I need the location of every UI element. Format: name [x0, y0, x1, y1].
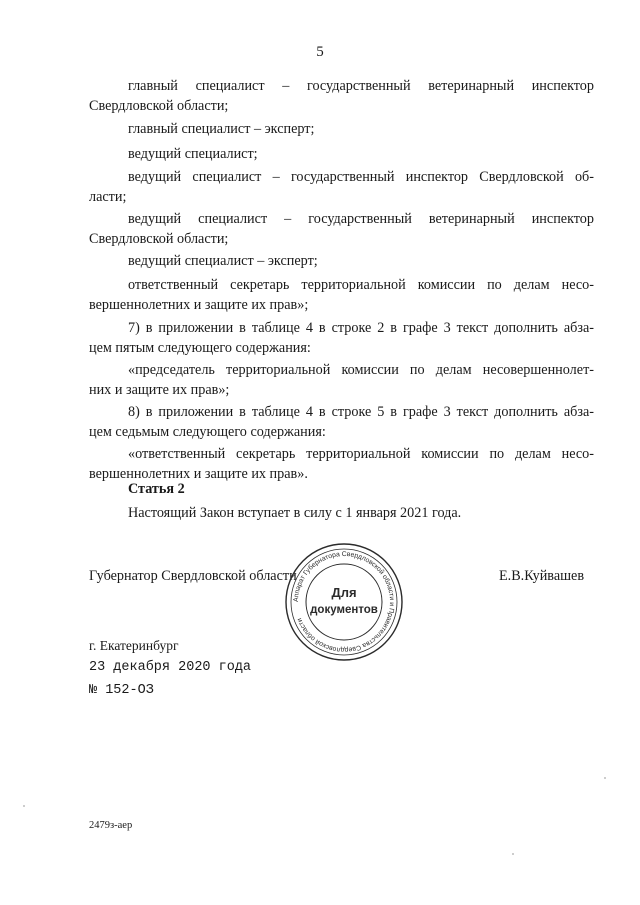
paragraph-line: ответственный секретарь территориальной комиссии по делам несо- [128, 277, 594, 293]
paragraph-line: главный специалист – государственный ветеринарный инспектор [128, 78, 594, 94]
paragraph-line: ведущий специалист; [128, 146, 258, 162]
paragraph-position-5 [89, 209, 594, 249]
stamp-center-line1: Для [331, 585, 357, 600]
paragraph-position-6 [89, 251, 594, 271]
paragraph-line: вершеннолетних и защите их прав». [89, 466, 308, 482]
page-number: 5 [316, 44, 324, 60]
paragraph-quote-1 [89, 360, 594, 400]
paragraph-line: «председатель территориальной комиссии по делам несовершеннолет- [128, 362, 594, 378]
footer-code: 2479з-аер [89, 820, 133, 831]
law-number: № 152-ОЗ [89, 683, 154, 698]
paragraph-position-4 [89, 167, 594, 207]
paragraph-line: Свердловской области; [89, 98, 229, 114]
paragraph-position-1 [89, 76, 594, 116]
article-heading: Статья 2 [128, 481, 185, 497]
stamp-seal [283, 541, 405, 663]
paragraph-line: ведущий специалист – эксперт; [128, 253, 318, 269]
paragraph-quote-2 [89, 444, 594, 484]
scan-speck [604, 777, 606, 779]
paragraph-line: них и защите их прав»; [89, 382, 230, 398]
stamp-ring-text [293, 551, 395, 653]
scan-speck [23, 805, 25, 807]
paragraph-line: цем пятым следующего содержания: [89, 340, 311, 356]
signatory-name: Е.В.Куйвашев [499, 568, 585, 584]
article-text: Настоящий Закон вступает в силу с 1 января 2021 года. [128, 505, 462, 521]
paragraph-line: «ответственный секретарь территориальной комиссии по делам несо- [128, 446, 594, 462]
place: г. Екатеринбург [89, 638, 179, 653]
paragraph-line: ведущий специалист – государственный инспектор Свердловской об- [128, 169, 594, 185]
paragraph-line: главный специалист – эксперт; [128, 121, 315, 137]
paragraph-line: цем седьмым следующего содержания: [89, 424, 326, 440]
paragraph-line: вершеннолетних и защите их прав»; [89, 297, 309, 313]
paragraph-position-2 [89, 119, 594, 139]
signatory-position: Губернатор Свердловской области [89, 568, 297, 584]
paragraph-position-7 [89, 275, 594, 315]
paragraph-line: 8) в приложении в таблице 4 в строке 5 в графе 3 текст дополнить абза- [128, 404, 594, 420]
paragraph-line: ласти; [89, 189, 127, 205]
paragraph-position-3 [89, 144, 594, 164]
stamp-center-line2: документов [310, 604, 378, 616]
stamp-ring-textpath: Аппарат Губернатора Свердловской области и Правительства Свердловской области [292, 550, 396, 654]
date: 23 декабря 2020 года [89, 660, 252, 675]
paragraph-line: 7) в приложении в таблице 4 в строке 2 в графе 3 текст дополнить абза- [128, 320, 594, 336]
scan-speck [512, 853, 514, 855]
paragraph-line: ведущий специалист – государственный ветеринарный инспектор [128, 211, 594, 227]
paragraph-line: Свердловской области; [89, 231, 229, 247]
paragraph-item-8 [89, 402, 594, 442]
paragraph-item-7 [89, 318, 594, 358]
